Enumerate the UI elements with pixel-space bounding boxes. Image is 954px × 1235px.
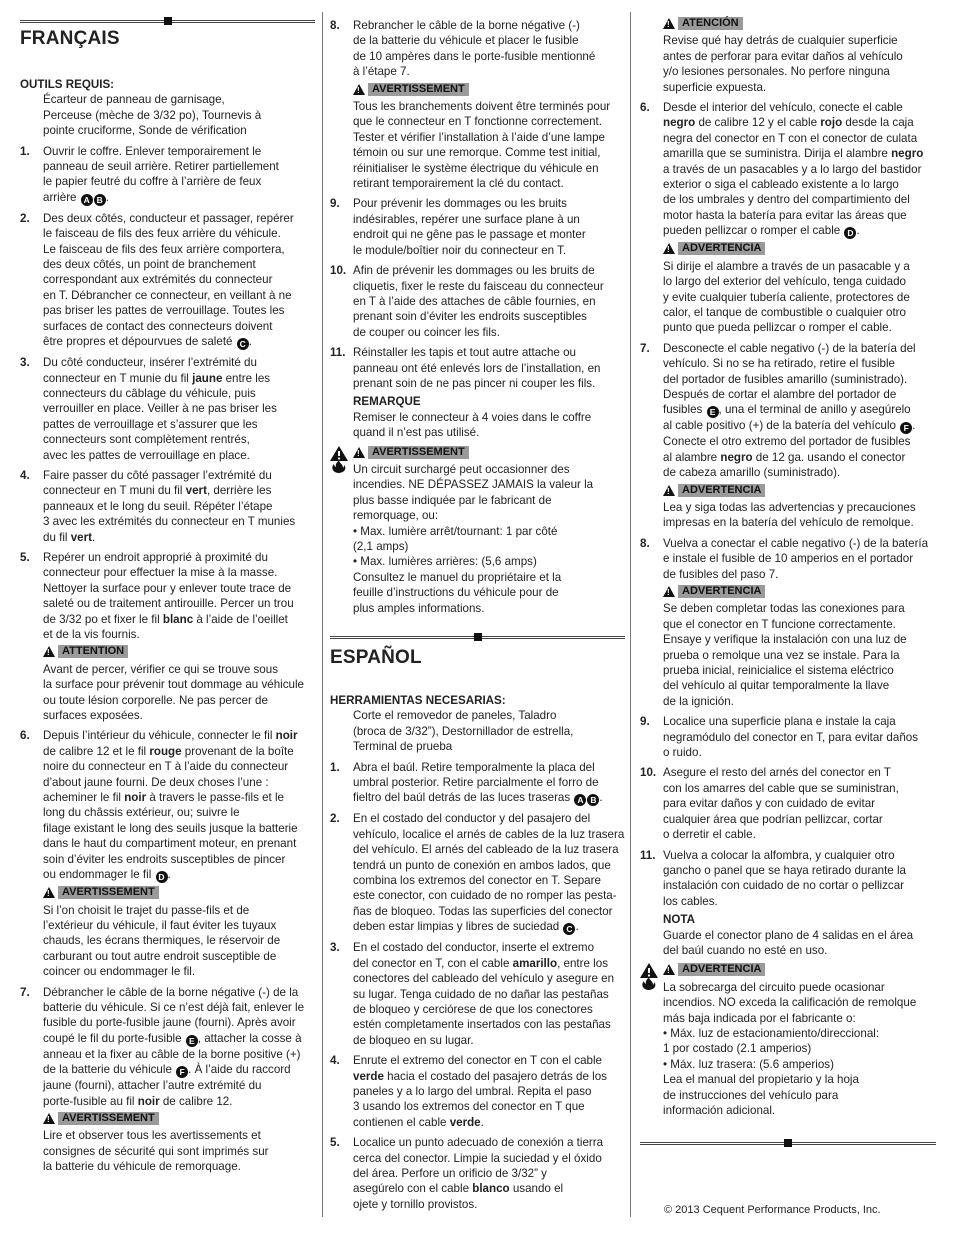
warning-box: ! AVERTISSEMENT Lire et observer tous les avertissements et consignes de sécurité qui sont imprimés sur la batterie du véhicule de remorquage. bbox=[43, 1112, 315, 1175]
warning-triangle-icon bbox=[353, 84, 365, 95]
tools-list: Écarteur de panneau de garnisage, Perceuse (mèche de 3/32 po), Tournevis à pointe cruciforme, Sonde de vérification bbox=[43, 93, 262, 138]
callout-c-icon: C bbox=[563, 923, 575, 935]
callout-a-icon: A bbox=[81, 194, 93, 206]
step-5: 5. Repérer un endroit approprié à proximité du connecteur pour effectuer la mise à la masse. Nettoyer la surface pour y enlever toute trace de saleté ou de traitement antirouille. Percer un trou de 3/32 po et fixer le fil blanc à l’aide de l’oeillet et de la vis fournis. bbox=[20, 550, 294, 641]
step-7: 7. Desconecte el cable negativo (-) de la batería del vehículo. Si no se ha retirado, retire el fusible del portador de fusibles amarillo (suministrado). Después de cortar el alambre del portador de fusibles E , una el terminal de anillo y asegúrelo al cable positivo (+) de la batería del vehículo F . Conecte el otro extremo del portador de fusibles al alambre negro de 12 ga. usando el conector de cabeza amarillo (suministrado). bbox=[640, 341, 916, 480]
copyright-notice: © 2013 Cequent Performance Products, Inc. bbox=[664, 1204, 881, 1216]
step-7: 7. Débrancher le câble de la borne négative (-) de la batterie du véhicule. Si ce n’est déjà fait, enlever le fusible du porte-fusible jaune (fourni). Après avoir coupé le fil du porte-fusible E , attacher la cosse à anneau et la fixer au câble de la borne positive (+) de la batterie du véhicule F . À l’aide du raccord jaune (fourni), attacher l’autre extrémité du porte-fusible au fil noir de calibre 12. bbox=[20, 985, 305, 1108]
warning-triangle-icon bbox=[663, 485, 675, 496]
callout-f-icon: F bbox=[900, 422, 912, 434]
step-6: 6. Depuis l’intérieur du véhicule, connecter le fil noir de calibre 12 et le fil rouge provenant de la boîte noire du connecteur en T à l’aide du connecteur d’about jaune fourni. De deux choses l’une : acheminer le fil noir à travers le passe-fils et le long du châssis extérieur, ou; suivre le filage existant le long des seuils jusque la batterie dans le haut du compartiment moteur, en prenant soin d’éviter les endroits susceptibles de pincer ou endommager le fil D . bbox=[20, 729, 298, 883]
warning-triangle-icon bbox=[663, 586, 675, 597]
step-5: 5. Localice un punto adecuado de conexión a tierra cerca del conector. Limpie la suciedad y el óxido del área. Perfore un orificio de 3/32” y asegúrelo con el cable blanco usando el ojete y tornillo provistos. bbox=[330, 1136, 604, 1211]
step-8: 8. Vuelva a conectar el cable negativo (-) de la batería e instale el fusible de 10 amperios en el portador de fusibles del paso 7. bbox=[640, 536, 929, 581]
callout-c-icon: C bbox=[237, 338, 249, 350]
fire-warning-box: ! ADVERTENCIA La sobrecarga del circuito puede ocasionar incendios. NO exceda la calificación de remolque más baja indicada por el fabricante o: • Máx. luz de estacionamiento/direccional: 1 por costado (2.1 amperios) • Máx. luz trasera: (5.6 amperios) Lea el manual del propietario y la hoja de instrucciones del vehículo para información adicional. bbox=[663, 963, 936, 1118]
tools-list: Corte el removedor de paneles, Taladro (broca de 3/32”), Destornillador de estrella, Terminal de prueba bbox=[353, 709, 574, 754]
warning-triangle-icon bbox=[663, 964, 675, 975]
atencion-box: ! ATENCIÓN Revise qué hay detrás de cualquier superficie antes de perforar para evitar daños al vehículo y/o lesiones personales. No perfore ninguna superficie expuesta. bbox=[663, 17, 936, 95]
warning-triangle-icon bbox=[43, 887, 55, 898]
column-divider bbox=[630, 12, 631, 1217]
step-6: 6. Desde el interior del vehículo, conecte el cable negro de calibre 12 y el cable rojo desde la caja negra del conector en T con el conector de culata amarilla que se suministra. Dirija el alambre negro a través de un pasacables y a lo largo del bastidor exterior o siga el cableado existente a lo largo de los umbrales y dentro del compartimiento del motor hasta la batería para evitar las áreas que pueden pellizcar o romper el cable D . bbox=[640, 101, 924, 239]
note-box: NOTA Guarde el conector plano de 4 salidas en el área del baúl cuando no esté en uso. bbox=[663, 913, 914, 957]
step-10: 10. Asegure el resto del arnés del conector en T con los amarres del cable que se suministran, para evitar daños y con cuidado de evitar cualquier área que podrían pellizcar, cortar o derretir el cable. bbox=[640, 766, 899, 842]
callout-e-icon: E bbox=[186, 1035, 198, 1047]
warning-box: ! ADVERTENCIA Si dirije el alambre a través de un pasacable y a lo largo del exterior del vehículo, tenga cuidado y evite cualquier tubería caliente, protectores de calor, el tanque de combustible o cualquier otro punto que pueda pellizcar o romper el cable. bbox=[663, 242, 936, 335]
step-9: 9. Pour prévenir les dommages ou les bruits indésirables, repérer une surface plane à un endroit qui ne gêne pas le passage et monter le module/boîtier noir du connecteur en T. bbox=[330, 197, 586, 257]
callout-b-icon: B bbox=[94, 194, 106, 206]
column-divider bbox=[322, 12, 323, 1217]
callout-e-icon: E bbox=[707, 406, 719, 418]
callout-a-icon: A bbox=[574, 794, 586, 806]
step-2: 2. En el costado del conductor y del pasajero del vehículo, localice el arnés de cables de la luz trasera del vehículo. El arnés del cableado de la luz trasera tendrá un punto de conexión en ambos lados, que combina los extremos del conector en T. Separe este conector, con cuidado de no romper las pesta- ñas de bloqueo. Todas las superficies del conector deben estar limpias y libres de suciedad C . bbox=[330, 812, 625, 935]
callout-d-icon: D bbox=[156, 871, 168, 883]
step-1: 1. Abra el baúl. Retire temporalmente la placa del umbral posterior. Retire parcialmente el forro de fieltro del baúl detrás de las luces traseras A B . bbox=[330, 760, 603, 806]
step-11: 11. Vuelva a colocar la alfombra, y cualquier otro gancho o panel que se haya retirado durante la instalación con cuidado de no cortar o pellizcar los cables. bbox=[640, 848, 907, 908]
warning-triangle-icon bbox=[663, 243, 675, 254]
step-9: 9. Localice una superficie plana e instale la caja negramódulo del conector en T, para evitar daños o ruido. bbox=[640, 715, 919, 760]
step-4: 4. Enrute el extremo del conector en T con el cable verde hacia el costado del pasajero detrás de los paneles y a lo largo del umbral. Repita el paso 3 usando los extremos del conector en T que contienen el cable verde. bbox=[330, 1054, 607, 1129]
step-11: 11. Réinstaller les tapis et tout autre attache ou panneau ont été enlevés lors de l’installation, en prenant soin de ne pas pincer ni couper les fils. bbox=[330, 346, 601, 390]
french-spanish-column-2 bbox=[330, 0, 625, 1235]
step-8: 8. Rebrancher le câble de la borne négative (-) de la batterie du véhicule et placer le fusible de 10 ampères dans le porte-fusible mentionné à l’étape 7. bbox=[330, 19, 596, 79]
step-4: 4. Faire passer du côté passager l’extrémité du connecteur en T muni du fil vert, derrière les panneaux et le long du seuil. Répéter l’étape 3 avec les extrémités du connecteur en T munies du fil vert. bbox=[20, 468, 296, 544]
warning-box: ! AVERTISSEMENT Si l’on choisit le trajet du passe-fils et de l’extérieur du véhicule, il faut éviter les tuyaux chauds, les écrans thermiques, le réservoir de carburant ou tout autre endroit susceptible de coincer ou endommager le fil. bbox=[43, 886, 315, 979]
tools-heading: HERRAMIENTAS NECESARIAS: bbox=[330, 694, 506, 707]
tools-heading: OUTILS REQUIS: bbox=[20, 78, 115, 91]
callout-b-icon: B bbox=[587, 794, 599, 806]
warning-box: ! ADVERTENCIA Se deben completar todas las conexiones para que el conector en T funcione correctamente. Ensaye y verifique la instalación con una luz de prueba o remolque una vez se instale. Para la prueba inicial, reinicialice el sistema eléctrico del vehículo al quitar temporalmente la llave de la ignición. bbox=[663, 585, 936, 709]
warning-box: ! AVERTISSEMENT Tous les branchements doivent être terminés pour que le connecteur en T fonctionne correctement. Tester et vérifier l’installation à l’aide d’une lampe témoin ou sur une remorque. Comme test initial, réinitialiser le système électrique du véhicule en retirant temporairement la clé du contact. bbox=[353, 83, 625, 192]
step-10: 10. Afin de prévenir les dommages ou les bruits de cliquetis, fixer le reste du faisceau du connecteur en T à l’aide des attaches de câble fournies, en prenant soin d’éviter les endroits susceptibles de couper ou coincer les fils. bbox=[330, 264, 604, 339]
french-column-1 bbox=[20, 0, 315, 1235]
fire-warning-icon bbox=[330, 444, 349, 474]
note-box: REMARQUE Remiser le connecteur à 4 voies dans le coffre quand il n’est pas utilisé. bbox=[353, 395, 592, 440]
spanish-column-3 bbox=[640, 0, 936, 1235]
warning-triangle-icon bbox=[353, 447, 365, 458]
warning-box: ! ADVERTENCIA Lea y siga todas las advertencias y precauciones impresas en la batería del vehículo de remolque. bbox=[663, 484, 936, 531]
callout-f-icon: F bbox=[176, 1066, 188, 1078]
step-3: 3. Du côté conducteur, insérer l’extrémité du connecteur en T munie du fil jaune entre les connecteurs du câblage du véhicule, puis verrouiller en place. Veiller à ne pas briser les pattes de verrouillage et s’assurer que les connecteurs sont complètement rentrés, avec les pattes de verrouillage en place. bbox=[20, 356, 277, 462]
section-title-spanish: ESPAÑOL bbox=[330, 647, 422, 668]
warning-triangle-icon bbox=[663, 18, 675, 29]
callout-d-icon: D bbox=[844, 227, 856, 239]
warning-triangle-icon bbox=[43, 646, 55, 657]
section-title-french: FRANÇAIS bbox=[20, 28, 120, 49]
attention-box: ! ATTENTION Avant de percer, vérifier ce qui se trouve sous la surface pour prévenir tout dommage au véhicule ou toute lésion corporelle. Ne pas percer de surfaces exposées. bbox=[43, 645, 315, 723]
step-2: 2. Des deux côtés, conducteur et passager, repérer le faisceau de fils des feux arrière du véhicule. Le faisceau de fils des feux arrière comportera, des deux côtés, un point de branchement correspondant aux extrémités du connecteur en T. Débrancher ce connecteur, en veillant à ne pas briser les pattes de verrouillage. Toutes les surfaces de contact des connecteurs doivent être propres et dépourvues de saleté C . bbox=[20, 211, 294, 350]
step-1: 1. Ouvrir le coffre. Enlever temporairement le panneau de seuil arrière. Retirer partiellement le papier feutré du coffre à l’arrière de feux arrière A B . bbox=[20, 144, 279, 205]
fire-warning-icon bbox=[640, 961, 659, 991]
warning-triangle-icon bbox=[43, 1113, 55, 1124]
fire-warning-box: ! AVERTISSEMENT Un circuit surchargé peut occasionner des incendies. NE DÉPASSEZ JAMAIS la valeur la plus basse indiquée par le fabricant de remorquage, ou: • Max. lumière arrêt/tournant: 1 par côté (2,1 amps) • Max. lumières arrières: (5,6 amps) Consultez le manuel du propriétaire et la feuille d’instructions du véhicule pour de plus amples informations. bbox=[353, 446, 625, 616]
step-3: 3. En el costado del conductor, inserte el extremo del conector en T, con el cable amarillo, entre los conectores del cableado del vehículo y asegure en su lugar. Tenga cuidado de no dañar las pestañas de bloqueo y cerciórese de que los conectores estén completamente insertados con las pestañas de bloqueo en su lugar. bbox=[330, 941, 615, 1047]
